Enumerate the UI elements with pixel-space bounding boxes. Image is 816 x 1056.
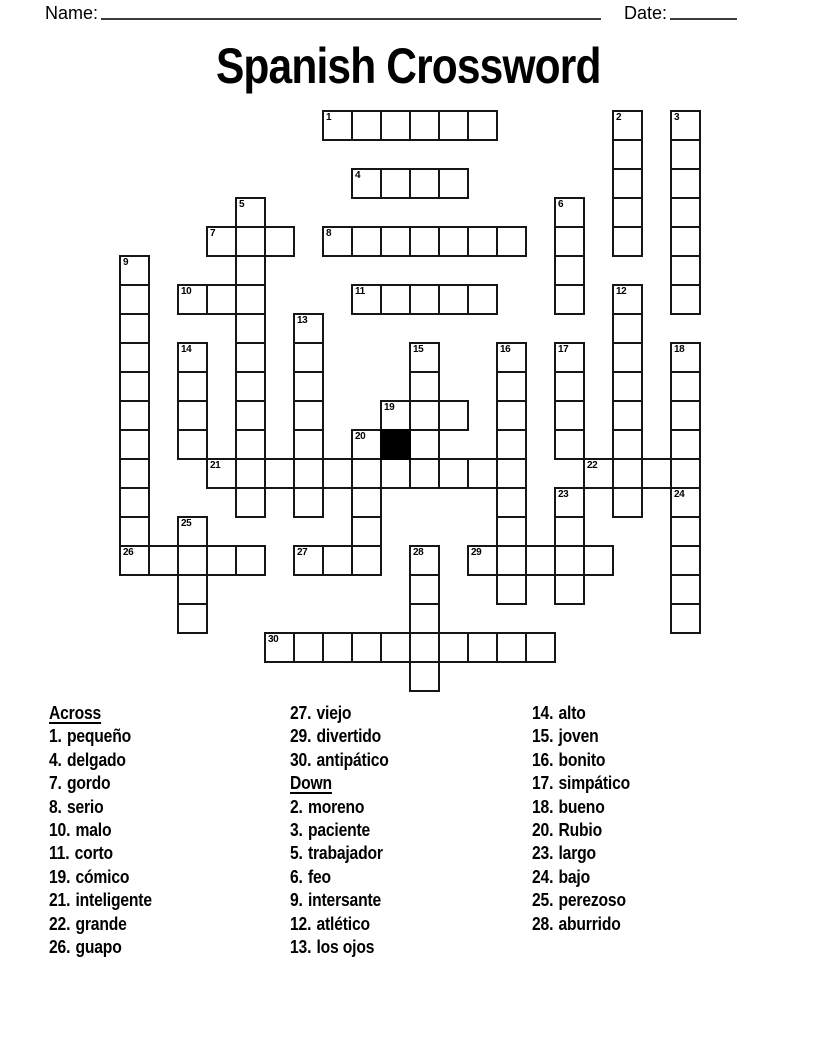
grid-cell[interactable] xyxy=(525,545,556,576)
clue-item-word: intersante xyxy=(307,890,382,911)
clue-item-word: aburrido xyxy=(558,913,621,934)
clue-item-number: 25. xyxy=(532,890,554,911)
clue-item xyxy=(290,819,389,842)
clue-item-word: cómico xyxy=(75,866,130,887)
grid-cell[interactable] xyxy=(235,429,266,460)
grid-cell[interactable] xyxy=(380,284,411,315)
clue-item-number: 6. xyxy=(290,866,303,887)
clue-item-word: paciente xyxy=(307,820,371,841)
clue-column-3 xyxy=(532,702,630,936)
grid-cell[interactable] xyxy=(525,632,556,663)
grid-cell[interactable] xyxy=(351,487,382,518)
clue-number: 27 xyxy=(297,547,308,558)
clue-item-number: 16. xyxy=(532,749,554,770)
grid-cell[interactable] xyxy=(670,545,701,576)
clue-item xyxy=(532,913,630,936)
clue-item-number: 18. xyxy=(532,796,554,817)
name-label: Name: xyxy=(45,3,99,23)
clue-item xyxy=(49,725,152,748)
name-field[interactable] xyxy=(101,0,601,20)
clue-item xyxy=(290,936,389,959)
clue-item xyxy=(290,725,389,748)
clue-item-number: 30. xyxy=(290,749,312,770)
grid-cell[interactable] xyxy=(583,545,614,576)
clue-number: 5 xyxy=(239,199,245,210)
clue-item xyxy=(49,749,152,772)
grid-cell[interactable] xyxy=(496,400,527,431)
clue-item-number: 26. xyxy=(49,937,71,958)
grid-cell[interactable] xyxy=(380,226,411,257)
clue-item-word: atlético xyxy=(316,913,370,934)
grid-cell[interactable] xyxy=(351,110,382,141)
grid-cell[interactable] xyxy=(409,458,440,489)
grid-cell[interactable] xyxy=(612,400,643,431)
clue-item xyxy=(532,772,630,795)
grid-cell[interactable] xyxy=(351,545,382,576)
grid-cell[interactable] xyxy=(322,632,353,663)
clue-number: 13 xyxy=(297,315,308,326)
clue-number: 14 xyxy=(181,344,192,355)
grid-cell[interactable] xyxy=(612,197,643,228)
clue-number: 10 xyxy=(181,286,192,297)
clue-item-word: moreno xyxy=(307,796,365,817)
clue-item-word: guapo xyxy=(75,937,122,958)
clue-number: 16 xyxy=(500,344,511,355)
grid-cell[interactable] xyxy=(293,632,324,663)
grid-cell[interactable] xyxy=(322,545,353,576)
grid-cell[interactable] xyxy=(177,545,208,576)
clue-item-word: grande xyxy=(75,913,127,934)
clue-item-number: 22. xyxy=(49,913,71,934)
grid-cell[interactable] xyxy=(554,545,585,576)
grid-cell[interactable] xyxy=(293,342,324,373)
grid-cell[interactable] xyxy=(119,458,150,489)
grid-cell[interactable] xyxy=(612,139,643,170)
grid-cell[interactable] xyxy=(670,139,701,170)
grid-cell[interactable] xyxy=(496,574,527,605)
clue-number: 23 xyxy=(558,489,569,500)
grid-cell[interactable] xyxy=(670,516,701,547)
clue-item xyxy=(49,936,152,959)
grid-cell[interactable] xyxy=(438,110,469,141)
grid-cell[interactable] xyxy=(670,197,701,228)
clue-item-number: 2. xyxy=(290,796,303,817)
grid-cell[interactable] xyxy=(467,632,498,663)
clue-item-number: 29. xyxy=(290,726,312,747)
grid-cell[interactable] xyxy=(409,284,440,315)
grid-cell[interactable] xyxy=(409,400,440,431)
grid-cell[interactable] xyxy=(554,516,585,547)
grid-cell[interactable] xyxy=(293,400,324,431)
grid-cell[interactable] xyxy=(612,487,643,518)
clue-item-word: simpático xyxy=(558,773,631,794)
clue-item-number: 8. xyxy=(49,796,62,817)
clue-item-number: 24. xyxy=(532,866,554,887)
grid-cell[interactable] xyxy=(496,458,527,489)
clue-item-word: pequeño xyxy=(66,726,131,747)
grid-cell[interactable] xyxy=(206,545,237,576)
grid-cell[interactable] xyxy=(670,371,701,402)
clue-item-number: 20. xyxy=(532,820,554,841)
grid-cell[interactable] xyxy=(467,458,498,489)
clue-item xyxy=(49,842,152,865)
clue-item xyxy=(290,796,389,819)
clue-item xyxy=(532,866,630,889)
clue-item xyxy=(532,749,630,772)
grid-cell[interactable] xyxy=(554,255,585,286)
clue-number: 25 xyxy=(181,518,192,529)
crossword-grid xyxy=(119,110,702,693)
clue-number: 19 xyxy=(384,402,395,413)
clue-item-number: 19. xyxy=(49,866,71,887)
clue-number: 12 xyxy=(616,286,627,297)
grid-cell[interactable] xyxy=(670,255,701,286)
clue-item-word: corto xyxy=(74,843,113,864)
clue-item-number: 28. xyxy=(532,913,554,934)
clue-item-number: 15. xyxy=(532,726,554,747)
clue-item-number: 4. xyxy=(49,749,62,770)
grid-cell[interactable] xyxy=(351,632,382,663)
clue-item-number: 11. xyxy=(49,843,70,864)
clue-item-number: 17. xyxy=(532,773,554,794)
grid-cell[interactable] xyxy=(322,458,353,489)
clue-item-number: 10. xyxy=(49,820,71,841)
grid-cell[interactable] xyxy=(119,313,150,344)
clue-number: 7 xyxy=(210,228,216,239)
grid-cell[interactable] xyxy=(235,226,266,257)
grid-cell[interactable] xyxy=(467,110,498,141)
clue-item-number: 3. xyxy=(290,820,303,841)
clue-number: 15 xyxy=(413,344,424,355)
grid-cell[interactable] xyxy=(409,603,440,634)
clue-item-word: inteligente xyxy=(75,890,152,911)
clue-item xyxy=(49,819,152,842)
clue-item-word: los ojos xyxy=(316,937,375,958)
grid-cell[interactable] xyxy=(235,255,266,286)
clue-number: 9 xyxy=(123,257,129,268)
grid-cell[interactable] xyxy=(380,632,411,663)
clue-number: 4 xyxy=(355,170,361,181)
clue-item xyxy=(49,866,152,889)
clue-item-word: feo xyxy=(307,866,331,887)
title-wrap xyxy=(0,38,816,94)
clue-item xyxy=(290,913,389,936)
clue-item-word: viejo xyxy=(316,703,352,723)
clue-item-number: 1. xyxy=(49,726,62,747)
grid-cell[interactable] xyxy=(670,168,701,199)
grid-cell[interactable] xyxy=(612,226,643,257)
grid-cell[interactable] xyxy=(438,632,469,663)
clue-item xyxy=(49,772,152,795)
grid-cell[interactable] xyxy=(293,487,324,518)
clue-item-word: gordo xyxy=(66,773,111,794)
grid-cell[interactable] xyxy=(438,400,469,431)
grid-cell[interactable] xyxy=(554,226,585,257)
grid-cell[interactable] xyxy=(235,545,266,576)
clue-item-word: bajo xyxy=(558,866,590,887)
page-title: Spanish Crossword xyxy=(215,38,601,94)
grid-cell[interactable] xyxy=(235,487,266,518)
grid-cell[interactable] xyxy=(293,429,324,460)
grid-cell[interactable] xyxy=(177,371,208,402)
clue-number: 1 xyxy=(326,112,332,123)
grid-cell[interactable] xyxy=(409,226,440,257)
grid-cell[interactable] xyxy=(119,371,150,402)
date-label: Date: xyxy=(624,3,668,23)
grid-cell[interactable] xyxy=(438,458,469,489)
grid-cell[interactable] xyxy=(554,371,585,402)
clue-item-number: 12. xyxy=(290,913,312,934)
clue-item xyxy=(49,796,152,819)
clue-item xyxy=(532,702,630,725)
grid-cell[interactable] xyxy=(554,400,585,431)
grid-cell[interactable] xyxy=(264,226,295,257)
clue-number: 24 xyxy=(674,489,685,500)
clue-item-number: 14. xyxy=(532,703,554,723)
grid-cell[interactable] xyxy=(467,226,498,257)
clue-number: 17 xyxy=(558,344,569,355)
clue-item-word: divertido xyxy=(316,726,382,747)
grid-cell[interactable] xyxy=(496,487,527,518)
grid-cell[interactable] xyxy=(351,516,382,547)
grid-cell[interactable] xyxy=(670,603,701,634)
clue-item xyxy=(532,725,630,748)
clue-number: 11 xyxy=(355,286,365,297)
clue-item xyxy=(49,913,152,936)
clue-item-word: malo xyxy=(75,820,112,841)
clue-item-word: bueno xyxy=(558,796,605,817)
grid-cell[interactable] xyxy=(438,284,469,315)
grid-cell[interactable] xyxy=(670,400,701,431)
clue-number: 3 xyxy=(674,112,680,123)
clue-item-word: largo xyxy=(558,843,596,864)
clue-column-1 xyxy=(49,702,152,959)
clue-item xyxy=(290,866,389,889)
grid-cell[interactable] xyxy=(235,313,266,344)
clue-list-heading: Across xyxy=(49,703,102,723)
grid-cell[interactable] xyxy=(119,284,150,315)
clue-item xyxy=(49,889,152,912)
grid-cell[interactable] xyxy=(293,371,324,402)
clue-number: 30 xyxy=(268,634,279,645)
grid-cell[interactable] xyxy=(293,458,324,489)
clue-item-word: delgado xyxy=(66,749,126,770)
clue-item-number: 21. xyxy=(49,890,71,911)
clue-item-number: 23. xyxy=(532,843,554,864)
grid-cell[interactable] xyxy=(554,284,585,315)
grid-cell[interactable] xyxy=(409,574,440,605)
grid-cell[interactable] xyxy=(612,371,643,402)
clue-list-heading: Down xyxy=(290,773,332,794)
clue-column-2 xyxy=(290,702,389,959)
grid-cell[interactable] xyxy=(612,342,643,373)
grid-cell[interactable] xyxy=(554,574,585,605)
clue-item-number: 7. xyxy=(49,773,62,794)
grid-cell[interactable] xyxy=(235,371,266,402)
grid-cell[interactable] xyxy=(177,603,208,634)
grid-cell[interactable] xyxy=(670,284,701,315)
grid-cell[interactable] xyxy=(409,168,440,199)
clue-item-number: 9. xyxy=(290,890,303,911)
clue-item xyxy=(290,842,389,865)
grid-cell[interactable] xyxy=(351,226,382,257)
grid-cell[interactable] xyxy=(409,110,440,141)
grid-cell[interactable] xyxy=(467,284,498,315)
clue-item-word: alto xyxy=(558,703,586,723)
grid-cell[interactable] xyxy=(264,458,295,489)
clue-item-word: perezoso xyxy=(558,890,626,911)
date-field[interactable] xyxy=(670,0,737,20)
clue-item-word: antipático xyxy=(316,749,389,770)
grid-cell[interactable] xyxy=(641,458,672,489)
grid-cell[interactable] xyxy=(206,284,237,315)
grid-cell[interactable] xyxy=(496,632,527,663)
grid-cell[interactable] xyxy=(235,458,266,489)
clue-item xyxy=(290,749,389,772)
grid-cell[interactable] xyxy=(235,400,266,431)
grid-cell[interactable] xyxy=(409,371,440,402)
grid-cell[interactable] xyxy=(119,487,150,518)
grid-cell[interactable] xyxy=(119,342,150,373)
clue-item xyxy=(532,889,630,912)
grid-cell[interactable] xyxy=(612,313,643,344)
clue-number: 28 xyxy=(413,547,424,558)
grid-cell[interactable] xyxy=(351,458,382,489)
clue-number: 29 xyxy=(471,547,482,558)
clue-item xyxy=(290,702,389,725)
grid-cell[interactable] xyxy=(554,429,585,460)
grid-cell[interactable] xyxy=(409,632,440,663)
grid-cell[interactable] xyxy=(177,429,208,460)
grid-cell[interactable] xyxy=(670,574,701,605)
grid-cell[interactable] xyxy=(612,429,643,460)
clue-item-number: 27. xyxy=(290,703,312,723)
clue-item xyxy=(532,819,630,842)
grid-cell[interactable] xyxy=(119,516,150,547)
clue-number: 21 xyxy=(210,460,221,471)
grid-cell[interactable] xyxy=(409,429,440,460)
clue-number: 18 xyxy=(674,344,685,355)
clue-number: 20 xyxy=(355,431,366,442)
clue-number: 22 xyxy=(587,460,598,471)
grid-cell[interactable] xyxy=(119,429,150,460)
grid-cell[interactable] xyxy=(670,429,701,460)
grid-cell[interactable] xyxy=(380,168,411,199)
grid-cell[interactable] xyxy=(496,516,527,547)
grid-cell[interactable] xyxy=(670,226,701,257)
clue-item-number: 13. xyxy=(290,937,312,958)
grid-cell[interactable] xyxy=(496,226,527,257)
clue-number: 26 xyxy=(123,547,134,558)
clue-number: 8 xyxy=(326,228,332,239)
clue-item-word: serio xyxy=(66,796,104,817)
grid-cell[interactable] xyxy=(496,371,527,402)
clue-item xyxy=(532,842,630,865)
clue-number: 6 xyxy=(558,199,564,210)
clue-item-word: Rubio xyxy=(558,820,602,841)
grid-cell[interactable] xyxy=(380,458,411,489)
clue-item-word: trabajador xyxy=(307,843,383,864)
clue-item-word: joven xyxy=(558,726,599,747)
grid-cell[interactable] xyxy=(612,458,643,489)
clue-number: 2 xyxy=(616,112,622,123)
grid-cell[interactable] xyxy=(409,661,440,692)
grid-cell[interactable] xyxy=(612,168,643,199)
grid-cell[interactable] xyxy=(177,400,208,431)
grid-cell[interactable] xyxy=(380,110,411,141)
grid-cell[interactable] xyxy=(235,284,266,315)
grid-cell[interactable] xyxy=(438,168,469,199)
grid-cell[interactable] xyxy=(177,574,208,605)
grid-cell[interactable] xyxy=(496,429,527,460)
grid-cell[interactable] xyxy=(496,545,527,576)
clue-item xyxy=(532,796,630,819)
grid-cell[interactable] xyxy=(148,545,179,576)
grid-cell[interactable] xyxy=(235,342,266,373)
black-cell xyxy=(380,429,411,460)
clue-item-number: 5. xyxy=(290,843,303,864)
clue-item xyxy=(290,889,389,912)
grid-cell[interactable] xyxy=(670,458,701,489)
clue-item-word: bonito xyxy=(558,749,606,770)
grid-cell[interactable] xyxy=(119,400,150,431)
grid-cell[interactable] xyxy=(438,226,469,257)
